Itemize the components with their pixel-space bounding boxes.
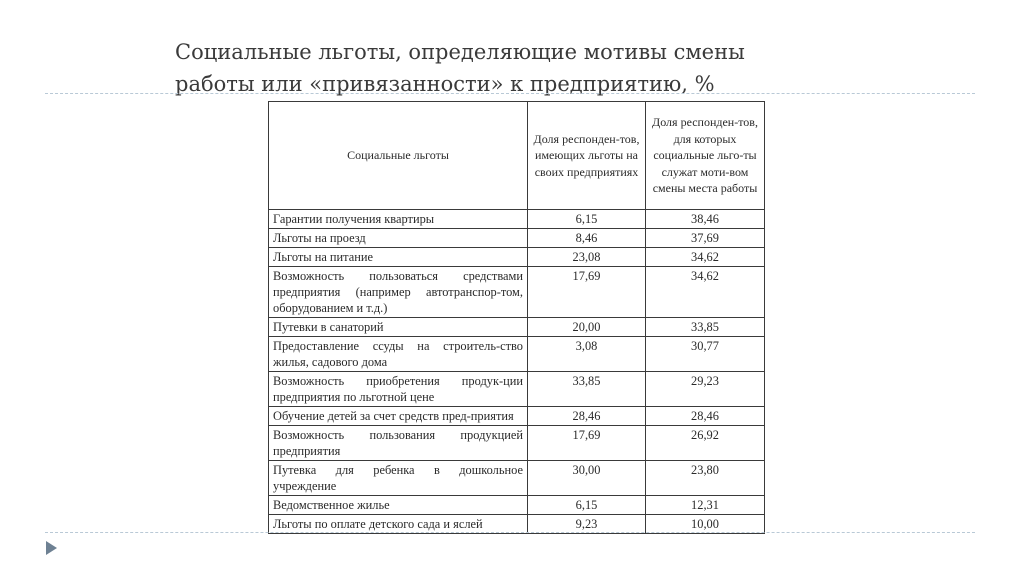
share-have-cell: 28,46 xyxy=(528,407,646,426)
share-have-cell: 6,15 xyxy=(528,496,646,515)
share-have-cell: 3,08 xyxy=(528,337,646,372)
share-have-cell: 33,85 xyxy=(528,372,646,407)
share-have-cell: 20,00 xyxy=(528,318,646,337)
table-row xyxy=(269,461,765,496)
table-row xyxy=(269,496,765,515)
benefit-cell: Ведомственное жилье xyxy=(269,496,528,515)
share-motive-cell: 12,31 xyxy=(646,496,765,515)
table-row xyxy=(269,248,765,267)
benefits-table xyxy=(268,101,765,534)
next-slide-arrow-icon[interactable] xyxy=(46,541,57,555)
share-have-cell: 30,00 xyxy=(528,461,646,496)
benefit-cell: Предоставление ссуды на строитель-ство жилья, садового дома xyxy=(269,337,528,372)
share-motive-cell: 34,62 xyxy=(646,248,765,267)
benefit-cell: Путевки в санаторий xyxy=(269,318,528,337)
share-motive-cell: 30,77 xyxy=(646,337,765,372)
benefit-cell: Льготы на питание xyxy=(269,248,528,267)
title-line-2: работы или «привязанности» к предприятию, % xyxy=(175,72,715,96)
benefit-cell: Возможность приобретения продук-ции предприятия по льготной цене xyxy=(269,372,528,407)
benefit-cell: Льготы на проезд xyxy=(269,229,528,248)
share-motive-cell: 10,00 xyxy=(646,515,765,534)
bottom-divider xyxy=(45,532,975,533)
share-have-cell: 8,46 xyxy=(528,229,646,248)
header-share-motive: Доля респонден-тов, для которых социальные льго-ты служат моти-вом смены места работы xyxy=(646,102,765,210)
title-line-1: Социальные льготы, определяющие мотивы смены xyxy=(175,40,745,64)
table-row xyxy=(269,267,765,318)
share-motive-cell: 33,85 xyxy=(646,318,765,337)
table-row xyxy=(269,337,765,372)
share-motive-cell: 38,46 xyxy=(646,210,765,229)
share-have-cell: 6,15 xyxy=(528,210,646,229)
benefit-cell: Обучение детей за счет средств пред-приятия xyxy=(269,407,528,426)
share-motive-cell: 29,23 xyxy=(646,372,765,407)
benefit-cell: Льготы по оплате детского сада и яслей xyxy=(269,515,528,534)
table-row xyxy=(269,426,765,461)
benefit-cell: Гарантии получения квартиры xyxy=(269,210,528,229)
share-motive-cell: 26,92 xyxy=(646,426,765,461)
share-have-cell: 23,08 xyxy=(528,248,646,267)
header-benefit: Социальные льготы xyxy=(269,102,528,210)
top-divider xyxy=(45,93,975,94)
share-motive-cell: 34,62 xyxy=(646,267,765,318)
table-row xyxy=(269,229,765,248)
table-row xyxy=(269,372,765,407)
share-have-cell: 9,23 xyxy=(528,515,646,534)
share-motive-cell: 28,46 xyxy=(646,407,765,426)
benefit-cell: Возможность пользования продукцией предприятия xyxy=(269,426,528,461)
benefit-cell: Путевка для ребенка в дошкольное учреждение xyxy=(269,461,528,496)
share-motive-cell: 37,69 xyxy=(646,229,765,248)
table-row xyxy=(269,210,765,229)
header-share-have: Доля респонден-тов, имеющих льготы на своих предприятиях xyxy=(528,102,646,210)
table-row xyxy=(269,407,765,426)
slide-title xyxy=(175,36,815,100)
table-row xyxy=(269,318,765,337)
benefit-cell: Возможность пользоваться средствами предприятия (например автотранспор-том, оборудованием и т.д.) xyxy=(269,267,528,318)
share-have-cell: 17,69 xyxy=(528,426,646,461)
share-have-cell: 17,69 xyxy=(528,267,646,318)
share-motive-cell: 23,80 xyxy=(646,461,765,496)
table-row xyxy=(269,515,765,534)
